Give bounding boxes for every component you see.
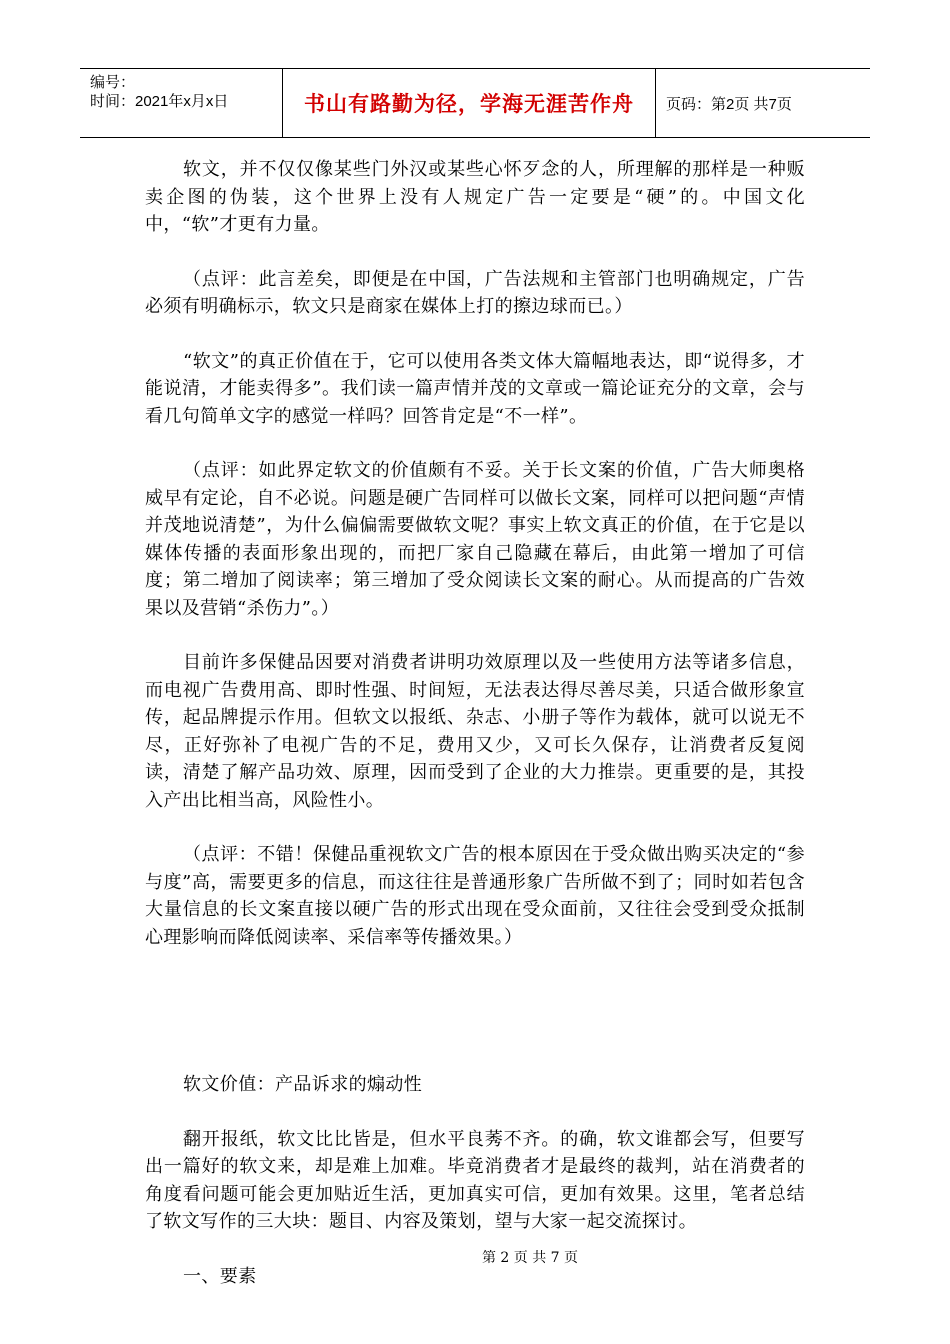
paragraph: “软文”的真正价值在于，它可以使用各类文体大篇幅地表达，即“说得多，才能说清，才能卖得多”。我们读一篇声情并茂的文章或一篇论证充分的文章，会与看几句简单文字的感觉一样吗？回答肯定是“不一样”。 [145, 350, 805, 427]
subsection-heading: 一、要素 [183, 1265, 257, 1287]
paragraph: 目前许多保健品因要对消费者讲明功效原理以及一些使用方法等诸多信息，而电视广告费用高、即时性强、时间短，无法表达得尽善尽美，只适合做形象宣传，起品牌提示作用。但软文以报纸、杂志、小册子等作为载体，就可以说无不尽，正好弥补了电视广告的不足，费用又少，又可长久保存，让消费者反复阅读，清楚了解产品功效、原理，因而受到了企业的大力推崇。更重要的是，其投入产出比相当高，风险性小。 [145, 652, 805, 811]
number-label: 编号： [90, 74, 136, 91]
comment-paragraph: （点评：此言差矣，即便是在中国，广告法规和主管部门也明确规定，广告必须有明确标示，软文只是商家在媒体上打的擦边球而已。） [145, 268, 805, 317]
comment-paragraph: （点评：不错！保健品重视软文广告的根本原因在于受众做出购买决定的“参与度”高，需要更多的信息，而这往往是普通形象广告所做不到了；同时如若包含大量信息的长文案直接以硬广告的形式出现在受众面前，又往往会受到受众抵制心理影响而降低阅读率、采信率等传播效果。） [145, 844, 805, 948]
paragraph: 软文，并不仅仅像某些门外汉或某些心怀歹念的人，所理解的那样是一种贩卖企图的伪装，这个世界上没有人规定广告一定要是“硬”的。中国文化中，“软”才更有力量。 [145, 159, 805, 235]
header-motto: 书山有路勤为径，学海无涯苦作舟 [283, 69, 656, 137]
header-page-info: 页码：第2页 共7页 [666, 95, 792, 113]
section-heading: 软文价值：产品诉求的煽动性 [183, 1074, 423, 1095]
paragraph: 翻开报纸，软文比比皆是，但水平良莠不齐。的确，软文谁都会写，但要写出一篇好的软文来，却是难上加难。毕竟消费者才是最终的裁判，站在消费者的角度看问题可能会更加贴近生活，更加真实可信，更加有效果。这里，笔者总结了软文写作的三大块：题目、内容及策划，望与大家一起交流探讨。 [145, 1128, 805, 1232]
header-meta [80, 69, 283, 137]
time-label: 时间：2021年x月x日 [90, 93, 229, 110]
page-header [80, 68, 870, 138]
page-footer: 第 2 页 共 7 页 [481, 1250, 579, 1266]
comment-paragraph: （点评：如此界定软文的价值颇有不妥。关于长文案的价值，广告大师奥格威早有定论，自不必说。问题是硬广告同样可以做长文案，同样可以把问题“声情并茂地说清楚”，为什么偏偏需要做软文呢？事实上软文真正的价值，在于它是以媒体传播的表面形象出现的，而把厂家自己隐藏在幕后，由此第一增加了可信度；第二增加了阅读率；第三增加了受众阅读长文案的耐心。从而提高的广告效果以及营销“杀伤力”。） [145, 460, 805, 619]
document-body [145, 156, 805, 1290]
